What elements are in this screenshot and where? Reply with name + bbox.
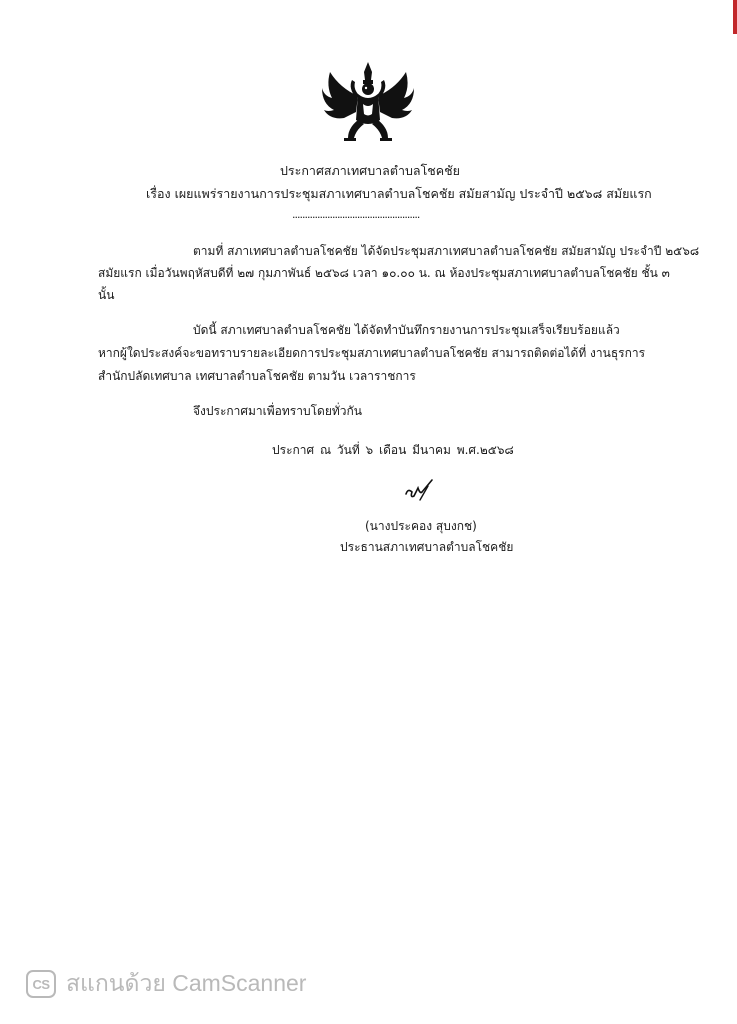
announcement-subject: เรื่อง เผยแพร่รายงานการประชุมสภาเทศบาลตำบลโชคชัย สมัยสามัญ ประจำปี ๒๕๖๘ สมัยแรก [146, 186, 652, 201]
announcement-title: ประกาศสภาเทศบาลตำบลโชคชัย [280, 163, 460, 178]
paragraph1-line2: สมัยแรก เมื่อวันพฤหัสบดีที่ ๒๗ กุมภาพันธ์ ๒๕๖๘ เวลา ๑๐.๐๐ น. ณ ห้องประชุมสภาเทศบาลตำบลโชคชัย ชั้น ๓ [98, 266, 670, 280]
separator-line: ................................................... [292, 208, 420, 221]
camscanner-logo-icon: CS [26, 970, 56, 998]
signer-position: ประธานสภาเทศบาลตำบลโชคชัย [340, 540, 514, 554]
watermark-text: สแกนด้วย CamScanner [66, 970, 307, 996]
paragraph2-line1: บัดนี้ สภาเทศบาลตำบลโชคชัย ได้จัดทำบันทึกรายงานการประชุมเสร็จเรียบร้อยแล้ว [193, 323, 620, 337]
handwritten-signature [402, 478, 436, 504]
paragraph2-line3: สำนักปลัดเทศบาล เทศบาลตำบลโชคชัย ตามวัน เวลาราชการ [98, 369, 416, 383]
garuda-emblem-icon [318, 58, 418, 156]
closing-line: จึงประกาศมาเพื่อทราบโดยทั่วกัน [193, 404, 362, 418]
paragraph1-line3: นั้น [98, 288, 115, 302]
camscanner-watermark [26, 966, 306, 1002]
announcement-dateline: ประกาศ ณ วันที่ ๖ เดือน มีนาคม พ.ศ.๒๕๖๘ [272, 443, 514, 457]
paragraph2-line2: หากผู้ใดประสงค์จะขอทราบรายละเอียดการประชุมสภาเทศบาลตำบลโชคชัย สามารถติดต่อได้ที่ งานธุรการ [98, 346, 646, 360]
edge-mark [733, 0, 737, 34]
signer-name: (นางประคอง สุบงกช) [365, 519, 477, 533]
paragraph1-line1: ตามที่ สภาเทศบาลตำบลโชคชัย ได้จัดประชุมสภาเทศบาลตำบลโชคชัย สมัยสามัญ ประจำปี ๒๕๖๘ [193, 244, 700, 258]
